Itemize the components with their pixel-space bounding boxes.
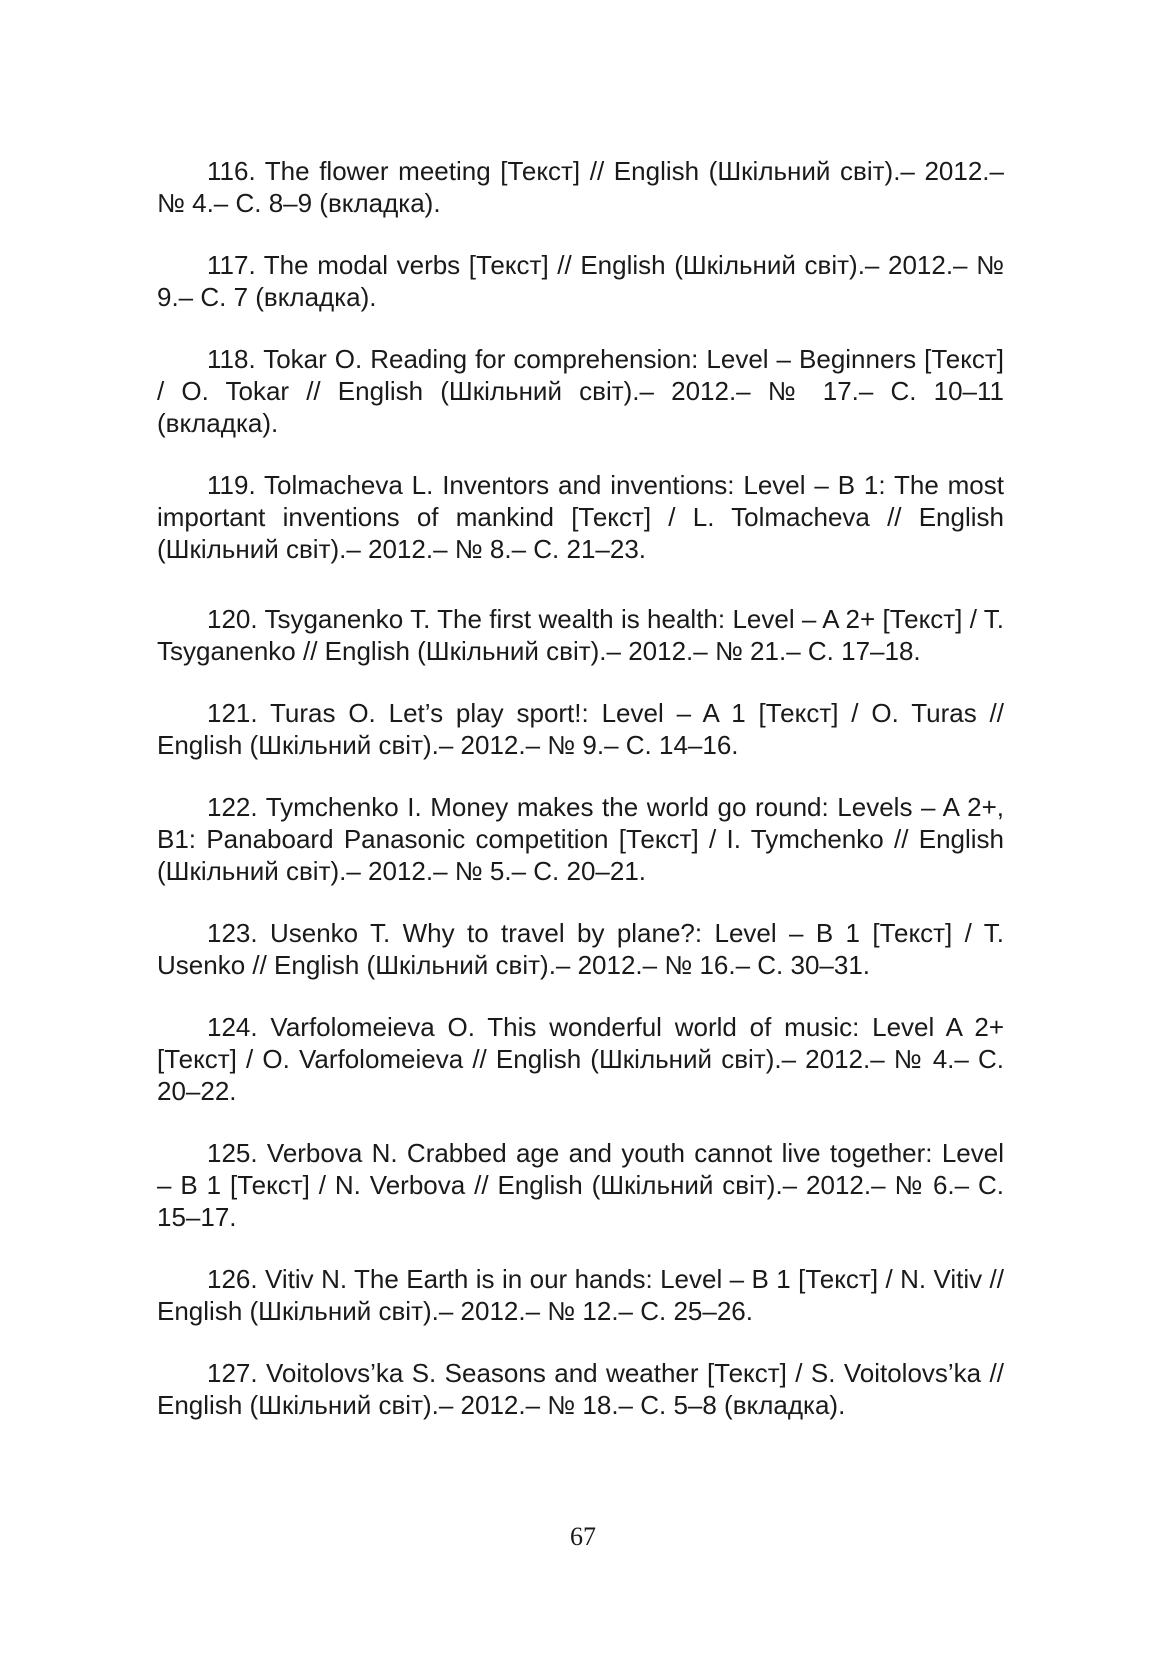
bibliography-entry-123: 123. Usenko T. Why to travel by plane?: Level – B 1 [Текст] / T. Usenko // English (Шкільний світ).– 2012.– № 16.– С. 30–31. xyxy=(157,918,1004,980)
bibliography-entry-118: 118. Tokar O. Reading for comprehension: Level – Beginners [Текст] / O. Tokar // English (Шкільний світ).– 2012.– № 17.– С. 10–11 (вкладка). xyxy=(157,344,1004,438)
bibliography-entry-116: 116. The flower meeting [Текст] // English (Шкільний світ).– 2012.– № 4.– С. 8–9 (вкладка). xyxy=(157,156,1004,218)
bibliography-entry-120: 120. Tsyganenko T. The first wealth is health: Level – A 2+ [Текст] / T. Tsyganenko // English (Шкільний світ).– 2012.– № 21.– С. 17–18. xyxy=(157,604,1004,666)
bibliography-entry-125: 125. Verbova N. Crabbed age and youth cannot live together: Level – B 1 [Текст] / N. Verbova // English (Шкільний світ).– 2012.– № 6.– С. 15–17. xyxy=(157,1138,1004,1232)
page-number: 67 xyxy=(570,1522,596,1551)
bibliography-list xyxy=(157,155,1004,1451)
bibliography-entry-127: 127. Voitolovs’ka S. Seasons and weather [Текст] / S. Voitolovs’ka // English (Шкільний світ).– 2012.– № 18.– С. 5–8 (вкладка). xyxy=(157,1358,1004,1420)
bibliography-entry-124: 124. Varfolomeieva O. This wonderful world of music: Level A 2+ [Текст] / O. Varfolomeieva // English (Шкільний світ).– 2012.– № 4.– С. 20–22. xyxy=(157,1012,1004,1106)
bibliography-entry-119: 119. Tolmacheva L. Inventors and inventions: Level – B 1: The most important inventions of mankind [Текст] / L. Tolmacheva // English (Шкільний світ).– 2012.– № 8.– С. 21–23. xyxy=(157,470,1004,564)
bibliography-entry-126: 126. Vitiv N. The Earth is in our hands: Level – B 1 [Текст] / N. Vitiv // English (Шкільний світ).– 2012.– № 12.– С. 25–26. xyxy=(157,1264,1004,1326)
bibliography-entry-122: 122. Tymchenko I. Money makes the world go round: Levels – A 2+, B1: Panaboard Panasonic competition [Текст] / I. Tymchenko // English (Шкільний світ).– 2012.– № 5.– С. 20–21. xyxy=(157,792,1004,886)
bibliography-entry-117: 117. The modal verbs [Текст] // English (Шкільний світ).– 2012.– № 9.– С. 7 (вкладка). xyxy=(157,250,1004,312)
bibliography-entry-121: 121. Turas O. Let’s play sport!: Level – A 1 [Текст] / O. Turas // English (Шкільний світ).– 2012.– № 9.– С. 14–16. xyxy=(157,698,1004,760)
